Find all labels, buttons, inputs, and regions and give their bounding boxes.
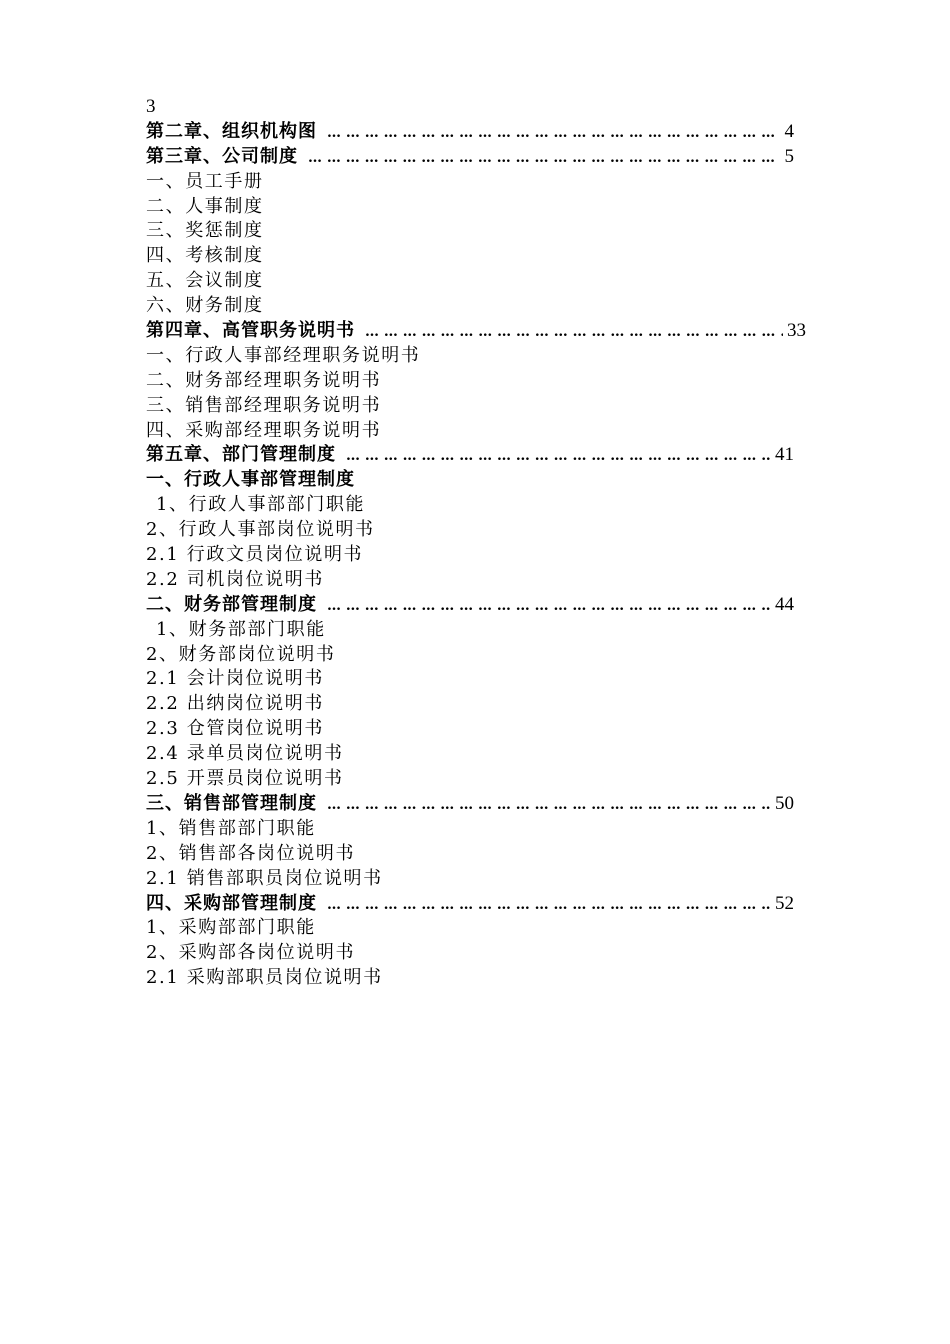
toc-entry-chapter-3[interactable] [146,145,806,170]
toc-entry-title: 1、财务部部门职能 [156,618,326,640]
toc-entry-title: 二、财务部经理职务说明书 [146,369,382,391]
toc-entry-title: 五、会议制度 [146,270,264,292]
toc-entry-title: 二、人事制度 [146,195,264,217]
toc-entry-title: 第三章、公司制度 [146,145,298,167]
toc-entry-page: 50 [775,792,794,814]
toc-entry-chapter-5[interactable] [146,443,806,468]
toc-entry-page: 4 [784,120,794,142]
toc-entry[interactable] [146,244,806,269]
toc-entry-section[interactable] [146,892,806,917]
toc-entry-title: 2、采购部各岗位说明书 [146,942,356,964]
toc-leading-number: 3 [146,96,156,117]
toc-entry-title: 六、财务制度 [146,295,264,317]
toc-entry-page: 41 [775,444,794,466]
toc-entry-title: 四、考核制度 [146,245,264,267]
toc-entry[interactable] [146,966,806,991]
toc-entry-title: 2.1 会计岗位说明书 [146,668,324,690]
toc-entry[interactable] [146,518,806,543]
toc-entry[interactable] [146,568,806,593]
toc-entry-title: 2.3 仓管岗位说明书 [146,718,324,740]
toc-entry-title: 1、行政人事部部门职能 [156,494,366,516]
toc-entry[interactable] [146,717,806,742]
toc-entry[interactable] [146,916,806,941]
toc-entry-title: 1、销售部部门职能 [146,817,316,839]
toc-entry[interactable] [146,394,806,419]
toc-entry-title: 2.4 录单员岗位说明书 [146,743,344,765]
toc-entry-title: 2.1 采购部职员岗位说明书 [146,967,383,989]
toc-entry[interactable] [146,692,806,717]
toc-entry-title: 2.2 司机岗位说明书 [146,568,324,590]
toc-entry-title: 三、奖惩制度 [146,220,264,242]
toc-entry-title: 2.1 销售部职员岗位说明书 [146,867,383,889]
toc-entry[interactable] [146,767,806,792]
toc-entry-title: 四、采购部经理职务说明书 [146,419,382,441]
dot-leader [327,121,781,146]
toc-entry-title: 2.5 开票员岗位说明书 [146,768,344,790]
toc-entry[interactable] [146,667,806,692]
toc-entry[interactable] [146,742,806,767]
dot-leader [327,893,771,918]
toc-entry[interactable] [146,419,806,444]
toc-entry-title: 一、员工手册 [146,170,264,192]
toc-entry-title: 2、销售部各岗位说明书 [146,842,356,864]
table-of-contents [146,95,806,991]
toc-entry[interactable] [146,867,806,892]
toc-line-page-number [146,95,806,120]
toc-entry[interactable] [146,195,806,220]
toc-entry-chapter-4[interactable] [146,319,806,344]
toc-entry[interactable] [146,170,806,195]
toc-entry[interactable] [146,269,806,294]
toc-entry[interactable] [146,219,806,244]
toc-entry-chapter-2[interactable] [146,120,806,145]
toc-entry-page: 33 [787,320,806,342]
toc-entry[interactable] [146,618,806,643]
dot-leader [365,320,783,345]
toc-entry[interactable] [146,543,806,568]
toc-entry[interactable] [146,941,806,966]
toc-entry-title: 2.1 行政文员岗位说明书 [146,544,364,566]
toc-entry[interactable] [146,344,806,369]
toc-entry[interactable] [146,842,806,867]
dot-leader [346,444,771,469]
toc-entry-title: 三、销售部管理制度 [146,792,317,814]
toc-entry-page: 5 [784,145,794,167]
toc-entry-title: 第五章、部门管理制度 [146,444,336,466]
toc-entry-page: 52 [775,892,794,914]
toc-entry-section[interactable] [146,792,806,817]
toc-entry-title: 四、采购部管理制度 [146,892,317,914]
toc-entry[interactable] [146,817,806,842]
dot-leader [327,793,771,818]
toc-entry-title: 三、销售部经理职务说明书 [146,394,382,416]
toc-entry-title: 一、行政人事部管理制度 [146,469,355,491]
toc-entry-section[interactable] [146,468,806,493]
toc-entry-title: 1、采购部部门职能 [146,917,316,939]
toc-entry-title: 2、财务部岗位说明书 [146,643,336,665]
toc-entry-title: 2.2 出纳岗位说明书 [146,693,324,715]
toc-entry[interactable] [146,493,806,518]
dot-leader [308,146,781,171]
toc-entry-section[interactable] [146,593,806,618]
toc-entry-title: 第二章、组织机构图 [146,120,317,142]
toc-entry-page: 44 [775,593,794,615]
toc-entry-title: 第四章、高管职务说明书 [146,320,355,342]
toc-entry[interactable] [146,294,806,319]
toc-entry-title: 一、行政人事部经理职务说明书 [146,344,421,366]
toc-entry-title: 2、行政人事部岗位说明书 [146,519,375,541]
dot-leader [327,594,771,619]
toc-entry-title: 二、财务部管理制度 [146,593,317,615]
toc-entry[interactable] [146,643,806,668]
toc-entry[interactable] [146,369,806,394]
